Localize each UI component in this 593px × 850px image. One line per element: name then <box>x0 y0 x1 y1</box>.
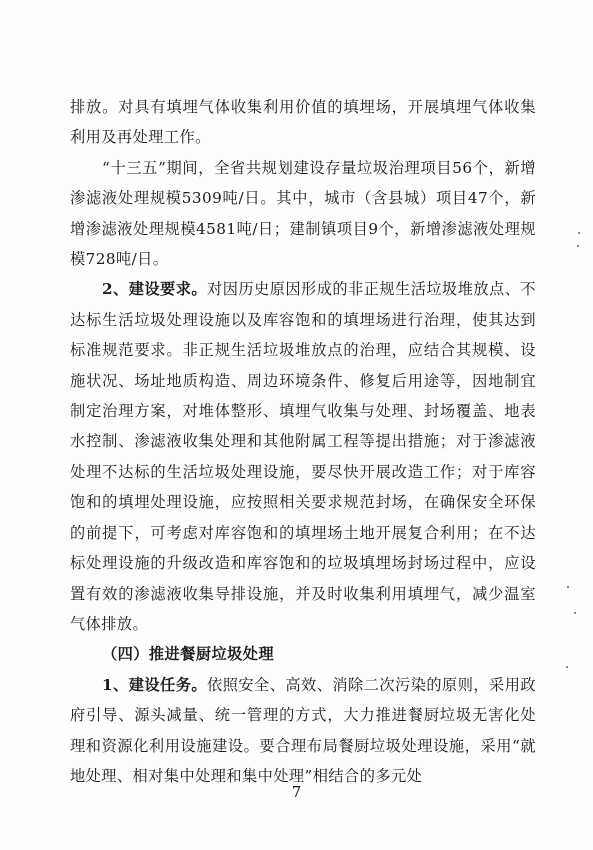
paragraph-text: “十三五”期间，全省共规划建设存量垃圾治理项目56个，新增渗滤液处理规模5309吨/日。其中，城市（含县城）项目47个，新增渗滤液处理规模4581吨/日；建制镇项目9个，新增渗滤液处理规模728吨/日。 <box>70 158 536 269</box>
paragraph-13th-five-year <box>70 153 536 275</box>
paragraph-construction-tasks <box>70 670 536 792</box>
paragraph-landfill-gas <box>70 92 536 153</box>
paragraph-text: 依照安全、高效、消除二次污染的原则，采用政府引导、源头减量、统一管理的方式，大力推进餐厨垃圾无害化处理和资源化利用设施建设。要合理布局餐厨垃圾处理设施，采用“就地处理、相对集中处理和集中处理”相结合的多元处 <box>70 675 537 785</box>
paragraph-text: 对因历史原因形成的非正规生活垃圾堆放点、不达标生活垃圾处理设施以及库容饱和的填埋场进行治理，使其达到标准规范要求。非正规生活垃圾堆放点的治理，应结合其规模、设施状况、场址地质构造、周边环境条件、修复后用途等，因地制宜制定治理方案，对堆体整形、填埋气收集与处理、封场覆盖、地表水控制、渗滤液收集处理和其他附属工程等提出措施；对于渗滤液处理不达标的生活垃圾处理设施，要尽快开展改造工作；对于库容饱和的填埋处理设施，应按照相关要求规范封场，在确保安全环保的前提下，可考虑对库容饱和的填埋场土地开展复合利用；在不达标处理设施的升级改造和库容饱和的垃圾填埋场封场过程中，应设置有效的渗滤液收集导排设施，并及时收集利用填埋气，减少温室气体排放。 <box>70 280 537 633</box>
paragraph-lead: 1、建设任务。 <box>102 675 208 694</box>
section-heading-kitchen-waste: （四）推进餐厨垃圾处理 <box>102 645 275 664</box>
scan-speck <box>577 245 579 247</box>
paragraph-lead: 2、建设要求。 <box>102 280 208 299</box>
scan-speck <box>578 232 580 234</box>
paragraph-construction-requirements <box>70 274 536 639</box>
document-body <box>70 92 536 791</box>
scan-speck <box>566 666 568 668</box>
paragraph-text: 排放。对具有填埋气体收集利用价值的填埋场，开展填埋气体收集利用及再处理工作。 <box>70 98 536 147</box>
scan-speck <box>574 612 576 614</box>
page-number: 7 <box>291 783 302 801</box>
scan-speck <box>567 586 569 588</box>
